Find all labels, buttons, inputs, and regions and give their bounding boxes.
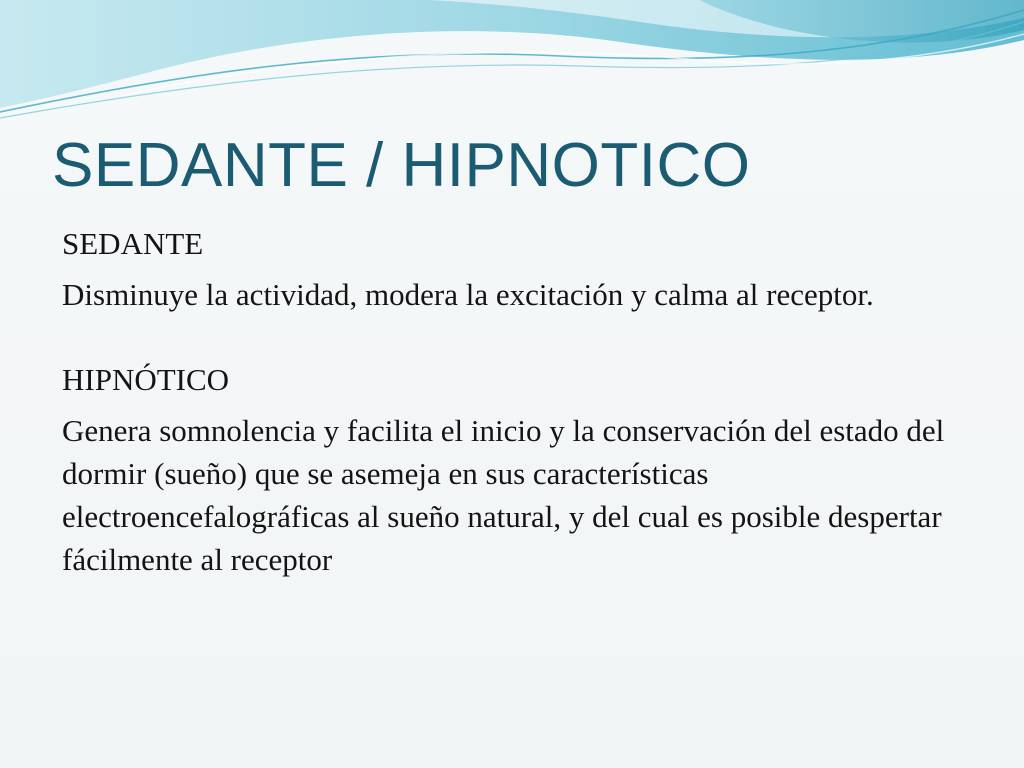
header-wave-decoration <box>0 0 1024 130</box>
section-heading-hipnotico: HIPNÓTICO <box>62 362 230 397</box>
section-body-sedante: Disminuye la actividad, modera la excitación y calma al receptor. <box>62 277 874 312</box>
slide-content <box>62 222 972 581</box>
section-heading-sedante: SEDANTE <box>62 226 204 261</box>
slide-title: SEDANTE / HIPNOTICO <box>52 131 751 200</box>
section-body-hipnotico: Genera somnolencia y facilita el inicio y la conservación del estado del dormir (sueño) que se asemeja en sus características electroencefalográficas al sueño natural, y del cual es posible despertar fácilmente al receptor <box>62 413 945 577</box>
